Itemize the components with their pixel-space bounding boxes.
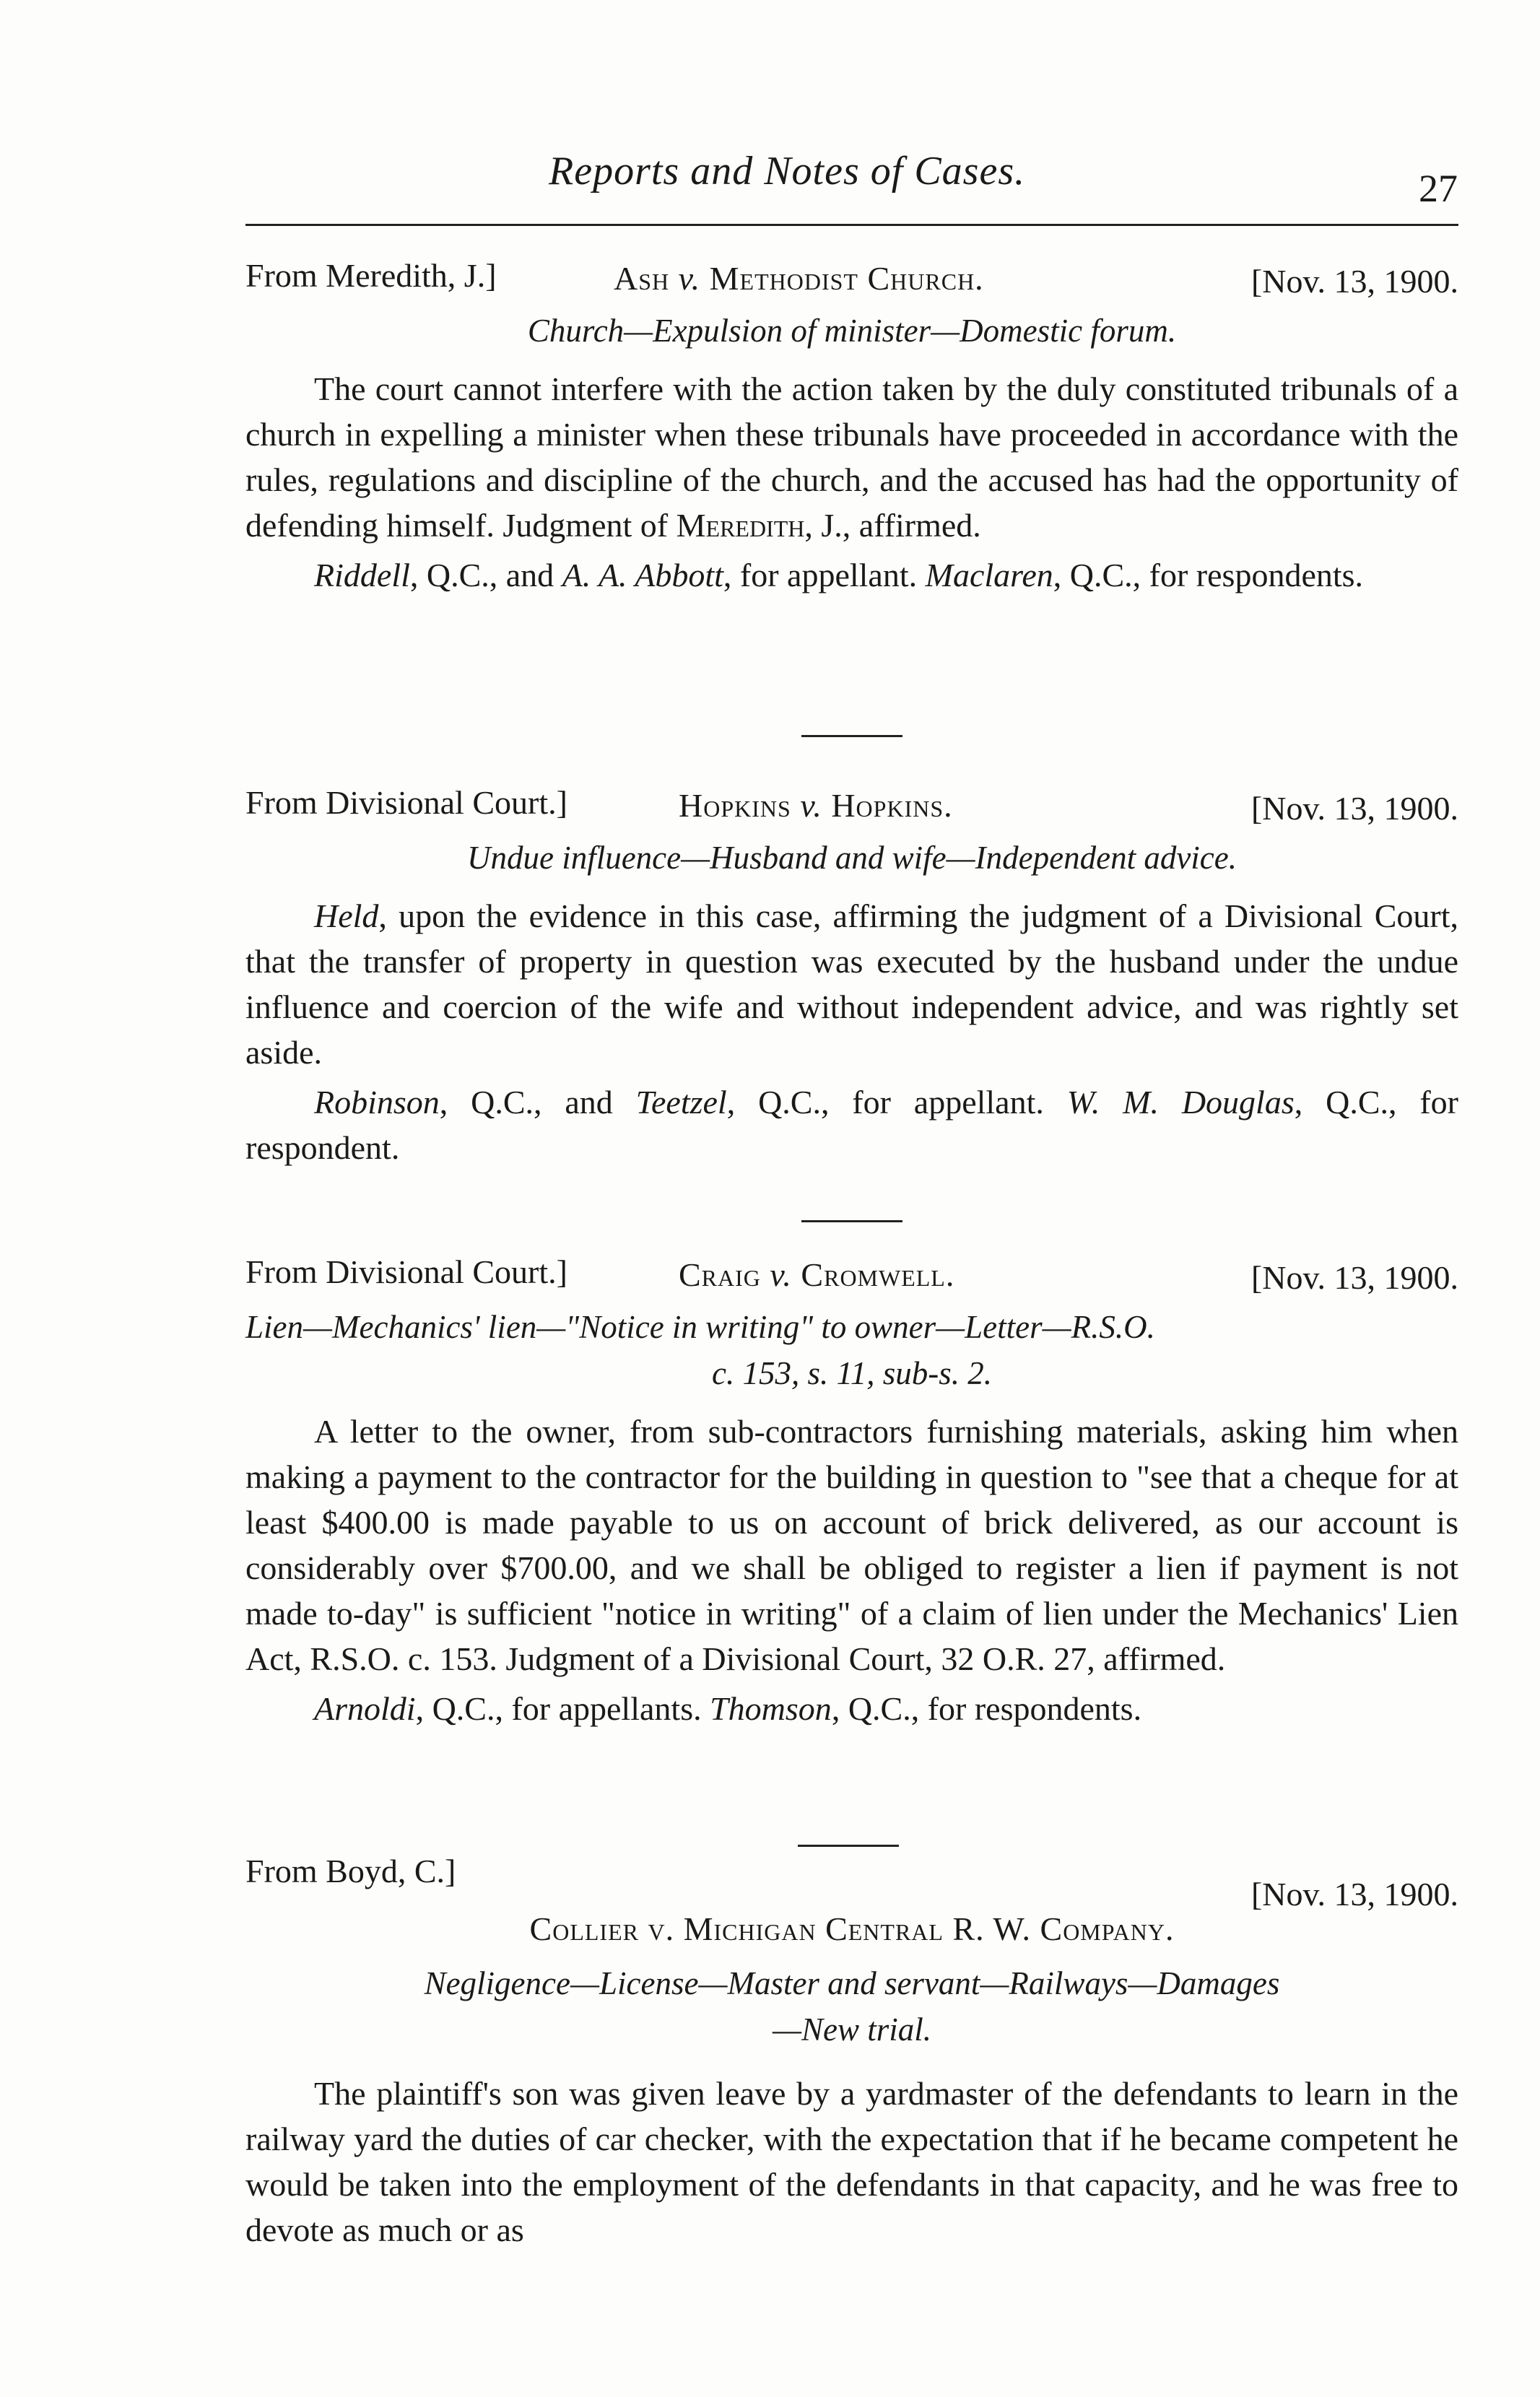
case-counsel: Riddell, Q.C., and A. A. Abbott, for appellant. Maclaren, Q.C., for respondents. — [314, 557, 1364, 593]
case-body: Held, upon the evidence in this case, affirming the judgment of a Divisional Court, that the transfer of property in question was executed by the husband under the undue influence and coercion of the wife and without independent advice, and was rightly set aside. — [245, 897, 1458, 1071]
case-collier-v-michigan-central — [245, 1852, 1458, 2253]
case-headnote: Lien—Mechanics' lien—"Notice in writing" to owner—Letter—R.S.O. — [245, 1309, 1155, 1345]
case-court: From Boyd, C.] — [245, 1853, 456, 1889]
case-hopkins-v-hopkins — [245, 783, 1458, 1170]
case-heading — [245, 1852, 1458, 1913]
case-headnote-continued: —New trial. — [772, 2011, 932, 2048]
case-heading — [245, 783, 1458, 834]
case-headnote: Church—Expulsion of minister—Domestic forum. — [527, 313, 1177, 349]
page-number: 27 — [1419, 167, 1458, 210]
case-court: From Divisional Court.] — [245, 1253, 567, 1290]
case-name: Collier v. Michigan Central R. W. Company. — [529, 1910, 1175, 1947]
case-date: [Nov. 13, 1900. — [1250, 1876, 1458, 1913]
case-ash-v-methodist-church — [245, 256, 1458, 598]
case-heading — [245, 256, 1458, 307]
case-body: A letter to the owner, from sub-contractors furnishing materials, asking him when making a payment to the contractor for the building in question to "see that a cheque for at least $400.00 is made payable to us on account of brick delivered, as our account is considerably over $700.00, and we shall be obliged to register a lien if payment is not made to-day" is sufficient "notice in writing" of a claim of lien under the Mechanics' Lien Act, R.S.O. c. 153. Judgment of a Divisional Court, 32 O.R. 27, affirmed. — [245, 1413, 1458, 1677]
case-body: The court cannot interfere with the action taken by the duly constituted tribunals of a church in expelling a minister when these tribunals have proceeded in accordance with the rules, regulations and discipline of the church, and the accused has had the opportunity of defending himself. Judgment of Meredith, J., affirmed. — [245, 370, 1458, 544]
section-separator — [798, 1845, 899, 1847]
case-date: [Nov. 13, 1900. — [1250, 790, 1458, 827]
case-name: Craig v. Cromwell. — [679, 1256, 955, 1293]
case-headnote-continued: c. 153, s. 11, sub-s. 2. — [712, 1355, 992, 1391]
case-body: The plaintiff's son was given leave by a yardmaster of the defendants to learn in the railway yard the duties of car checker, with the expectation that if he became competent he would be taken into the employment of the defendants in that capacity, and he was free to devote as much or as — [245, 2075, 1458, 2248]
section-separator — [801, 735, 902, 737]
case-name: Hopkins v. Hopkins. — [679, 787, 953, 824]
case-date: [Nov. 13, 1900. — [1250, 263, 1458, 300]
header-rule — [245, 224, 1458, 226]
case-craig-v-cromwell — [245, 1253, 1458, 1731]
running-header-title: Reports and Notes of Cases. — [549, 149, 1026, 193]
case-counsel: Robinson, Q.C., and Teetzel, Q.C., for appellant. W. M. Douglas, Q.C., for respondent. — [245, 1084, 1458, 1166]
case-counsel: Arnoldi, Q.C., for appellants. Thomson, Q.C., for respondents. — [314, 1690, 1142, 1727]
case-headnote: Negligence—License—Master and servant—Railways—Damages — [424, 1965, 1280, 2001]
case-court: From Divisional Court.] — [245, 784, 567, 821]
case-headnote: Undue influence—Husband and wife—Independent advice. — [466, 840, 1237, 876]
case-court: From Meredith, J.] — [245, 257, 497, 294]
section-separator — [801, 1220, 902, 1222]
case-date: [Nov. 13, 1900. — [1250, 1259, 1458, 1296]
case-name: Ash v. Methodist Church. — [614, 260, 984, 297]
case-heading — [245, 1253, 1458, 1303]
